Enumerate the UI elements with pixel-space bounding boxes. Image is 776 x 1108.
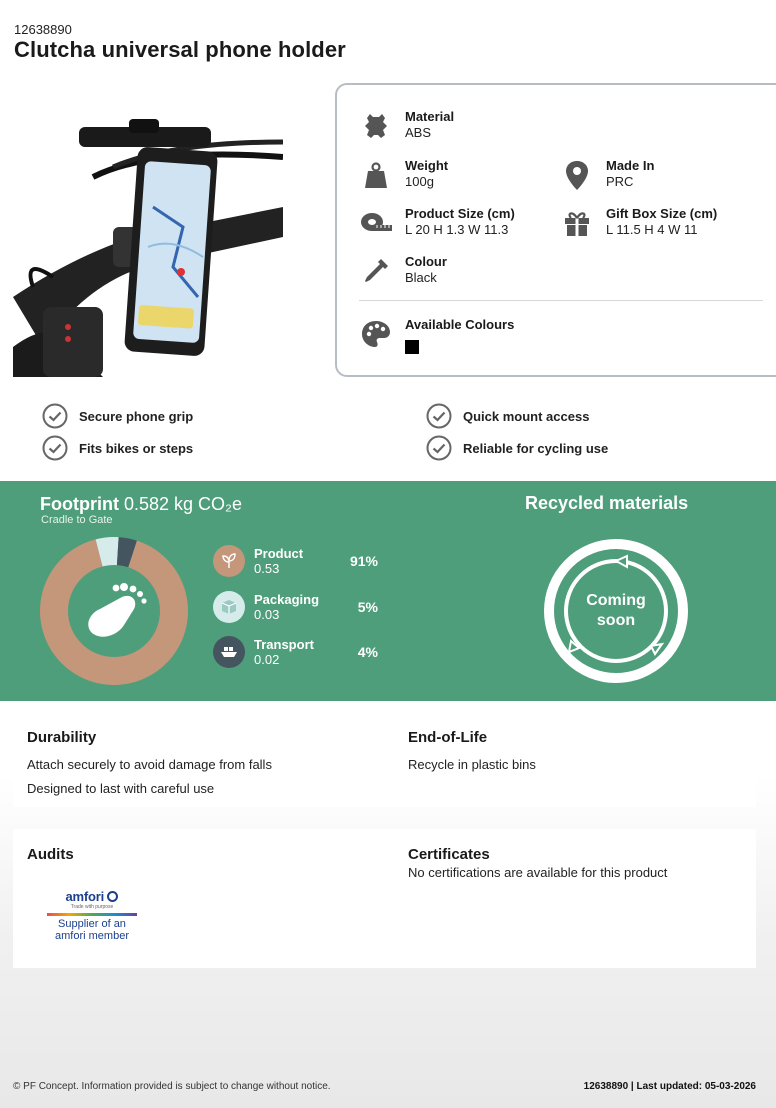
check-circle-icon <box>42 403 68 429</box>
legend-value: 0.53 <box>254 561 280 576</box>
gift-icon <box>560 206 594 240</box>
amfori-brand <box>47 889 137 904</box>
amfori-ring-icon <box>107 891 118 902</box>
spec-material <box>359 109 454 143</box>
recycled-title: Recycled materials <box>525 493 689 513</box>
dropper-icon <box>359 254 393 288</box>
amfori-tagline: Trade with purpose <box>70 904 114 910</box>
feature-item <box>42 403 193 429</box>
footprint-value: 0.582 kg CO₂e <box>124 494 243 514</box>
spec-label: Product Size (cm) <box>405 206 515 221</box>
footprint-legend-product <box>213 545 378 577</box>
recycled-status <box>541 591 691 631</box>
spec-available-colours <box>359 317 514 354</box>
durability-title: Durability <box>27 729 97 746</box>
spec-label: Weight <box>405 158 449 173</box>
sustainability-panel <box>0 481 776 701</box>
feature-item <box>426 435 608 461</box>
header <box>14 22 346 63</box>
spec-weight <box>359 158 448 192</box>
spec-value: Black <box>405 270 437 285</box>
end-of-life-text: Recycle in plastic bins <box>408 757 536 772</box>
product-sku: 12638890 <box>14 22 72 37</box>
footer-meta <box>584 1081 756 1092</box>
footprint-legend-transport <box>213 636 378 668</box>
feature-label: Fits bikes or steps <box>79 440 194 456</box>
audits-title: Audits <box>27 846 74 863</box>
footprint-label: Footprint <box>40 494 119 514</box>
spec-value: ABS <box>405 125 432 140</box>
footer-sku: 12638890 <box>583 1081 629 1092</box>
spec-value: PRC <box>606 174 634 189</box>
footer-updated: | Last updated: 05-03-2026 <box>628 1081 756 1092</box>
spec-gift-box-size <box>560 206 717 240</box>
product-image <box>13 87 283 377</box>
footprint-title <box>40 493 242 515</box>
spec-card <box>335 83 776 377</box>
check-circle-icon <box>426 403 452 429</box>
durability-line: Attach securely to avoid damage from falls <box>27 757 272 772</box>
amfori-member-line: amfori member <box>55 930 129 942</box>
amfori-logo <box>47 889 137 942</box>
footer-disclaimer: © PF Concept. Information provided is subject to change without notice. <box>13 1081 331 1092</box>
spec-label: Gift Box Size (cm) <box>606 206 718 221</box>
legend-name: Transport <box>254 637 314 652</box>
leaf-icon <box>213 545 245 577</box>
spec-label: Available Colours <box>405 317 515 332</box>
recycled-line-1: Coming <box>586 592 646 609</box>
footprint-legend-packaging <box>213 591 378 623</box>
legend-percent: 4% <box>357 644 378 660</box>
end-of-life-title: End-of-Life <box>408 729 488 746</box>
legend-value: 0.03 <box>254 607 280 622</box>
spec-divider <box>359 300 763 301</box>
certificates-text: No certifications are available for this product <box>408 865 668 880</box>
feature-item <box>42 435 193 461</box>
feature-label: Secure phone grip <box>79 408 194 424</box>
palette-icon <box>359 317 393 351</box>
measuring-tape-icon <box>359 206 393 240</box>
spec-colour <box>359 254 447 288</box>
spec-label: Colour <box>405 254 447 269</box>
weight-icon <box>359 158 393 192</box>
amfori-brand-text: amfori <box>65 889 105 904</box>
legend-percent: 91% <box>349 553 378 569</box>
feature-label: Reliable for cycling use <box>463 440 609 456</box>
box-icon <box>213 591 245 623</box>
legend-name: Packaging <box>254 592 320 607</box>
location-pin-icon <box>560 158 594 192</box>
spec-product-size <box>359 206 515 240</box>
amfori-color-bar <box>47 913 137 916</box>
spec-made-in <box>560 158 654 192</box>
durability-eol-section <box>13 712 756 807</box>
legend-name: Product <box>254 546 304 561</box>
spec-value: L 20 H 1.3 W 11.3 <box>405 222 509 237</box>
certificates-title: Certificates <box>408 846 490 863</box>
check-circle-icon <box>42 435 68 461</box>
amfori-supplier-line: Supplier of an <box>58 918 126 930</box>
audits-certificates-section <box>13 829 756 968</box>
feature-item <box>426 403 589 429</box>
colour-swatch-black[interactable] <box>405 340 419 354</box>
footprint-donut-chart <box>40 537 188 685</box>
durability-line: Designed to last with careful use <box>27 781 215 796</box>
leather-hide-icon <box>359 109 393 143</box>
product-title: Clutcha universal phone holder <box>14 37 346 62</box>
ship-icon <box>213 636 245 668</box>
recycled-line-2: soon <box>596 612 636 629</box>
spec-value: 100g <box>405 174 434 189</box>
spec-label: Made In <box>606 158 655 173</box>
feature-label: Quick mount access <box>463 408 590 424</box>
legend-value: 0.02 <box>254 652 280 667</box>
check-circle-icon <box>426 435 452 461</box>
legend-percent: 5% <box>357 599 378 615</box>
spec-value: L 11.5 H 4 W 11 <box>606 222 698 237</box>
footprint-subtitle: Cradle to Gate <box>41 514 113 526</box>
spec-label: Material <box>405 109 455 124</box>
